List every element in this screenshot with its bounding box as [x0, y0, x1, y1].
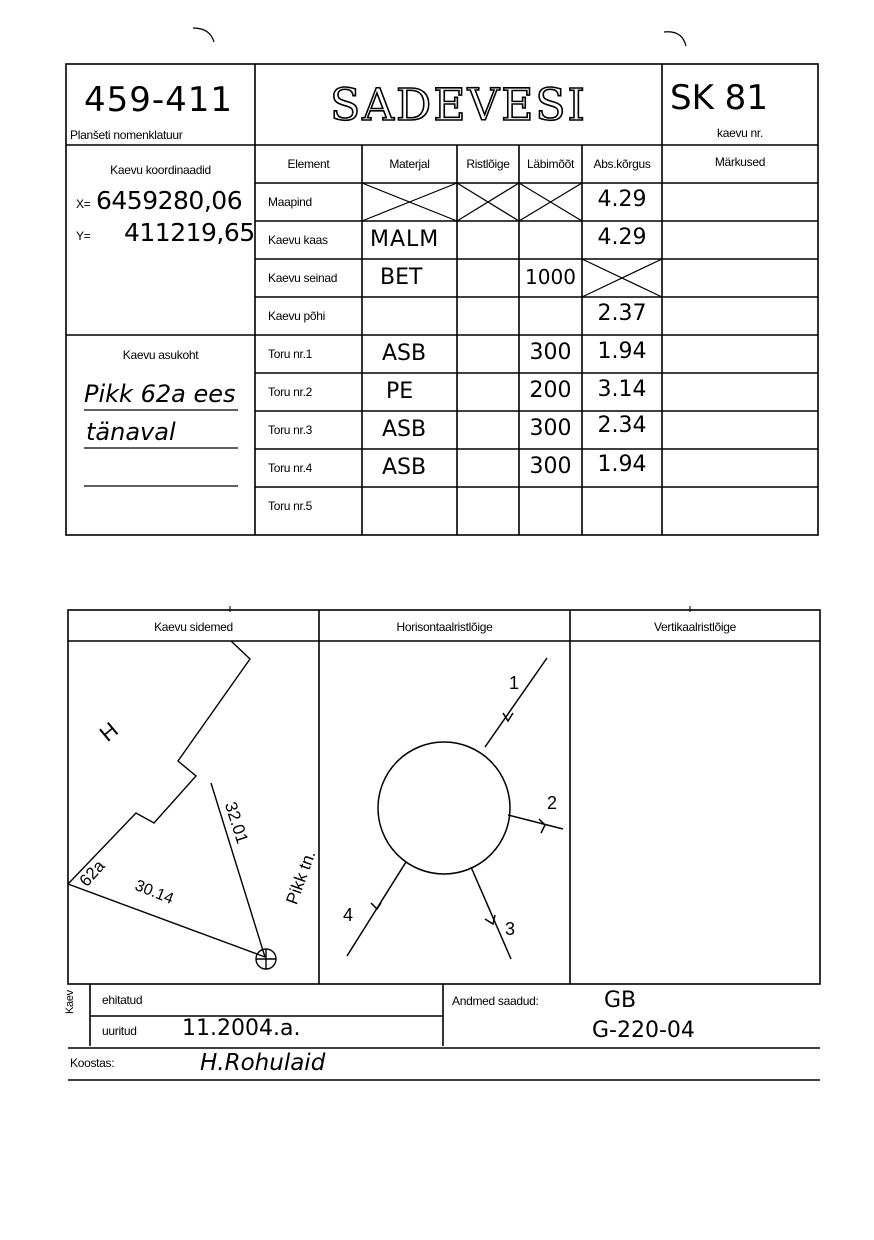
label-62a: 62a: [75, 856, 109, 891]
col-horizontal-section: Horisontaalristlõige: [396, 620, 493, 634]
page-title: SADEVESI: [330, 80, 587, 131]
compiled-label: Koostas:: [70, 1056, 115, 1070]
pipe-3: [471, 867, 511, 959]
surveyed-label: uuritud: [102, 1024, 137, 1038]
row-material: MALM: [370, 227, 440, 252]
col-diameter: Läbimõõt: [527, 157, 574, 171]
built-label: ehitatud: [102, 993, 143, 1007]
col-connections: Kaevu sidemed: [154, 620, 233, 634]
row-height: 1.94: [597, 452, 647, 477]
pipe-2: [508, 815, 563, 829]
data-value-2: G-220-04: [592, 1018, 695, 1043]
row-height: 2.34: [597, 413, 647, 438]
row-diameter: 300: [529, 416, 572, 441]
row-material: ASB: [382, 417, 427, 442]
x-label: X=: [76, 197, 91, 211]
data-label: Andmed saadud:: [452, 994, 539, 1008]
col-abs-height: Abs.kõrgus: [593, 157, 651, 171]
row-element: Toru nr.3: [268, 423, 312, 437]
pipe-label-4: 4: [343, 905, 354, 925]
row-diameter: 1000: [525, 265, 576, 289]
location-line1: Pikk 62a ees: [84, 380, 236, 408]
row-element: Toru nr.5: [268, 499, 312, 513]
pipe-label-2: 2: [547, 793, 558, 813]
col-cross-section: Ristlõige: [466, 157, 510, 171]
data-value-1: GB: [604, 988, 637, 1013]
row-material: ASB: [382, 455, 427, 480]
row-element: Toru nr.4: [268, 461, 312, 475]
x-value: 6459280,06: [96, 186, 243, 215]
label-h: H: [94, 717, 123, 747]
row-height: 2.37: [597, 301, 647, 326]
col-element: Element: [287, 157, 330, 171]
row-height: 4.29: [597, 187, 647, 212]
row-height: 1.94: [597, 339, 647, 364]
row-element: Kaevu põhi: [268, 309, 326, 323]
y-value: 411219,65: [124, 218, 255, 247]
location-label: Kaevu asukoht: [122, 348, 199, 362]
label-dist-a: 30.14: [132, 877, 176, 908]
row-element: Kaevu kaas: [268, 233, 328, 247]
row-element: Maapind: [268, 195, 312, 209]
well-number: SK 81: [670, 78, 768, 118]
row-height: 3.14: [597, 377, 647, 402]
row-diameter: 200: [529, 378, 572, 403]
side-label-text: Kaev: [64, 990, 76, 1014]
col-material: Materjal: [389, 157, 430, 171]
col-notes: Märkused: [714, 155, 766, 169]
row-element: Toru nr.2: [268, 385, 312, 399]
row-material: BET: [380, 265, 423, 290]
row-height: 4.29: [597, 225, 647, 250]
sheet-label: Planšeti nomenklatuur: [70, 128, 183, 142]
y-label: Y=: [76, 229, 91, 243]
col-vertical-section: Vertikaalristlõige: [654, 620, 736, 634]
row-material: ASB: [382, 341, 427, 366]
row-material: PE: [386, 379, 414, 404]
location-line2: tänaval: [86, 418, 176, 446]
row-element: Toru nr.1: [268, 347, 312, 361]
pipe-1: [485, 658, 547, 747]
pipe-label-1: 1: [509, 673, 520, 693]
surveyed-value: 11.2004.a.: [182, 1016, 301, 1041]
row-element: Kaevu seinad: [268, 271, 338, 285]
sheet-number: 459-411: [84, 80, 234, 120]
label-street: Pikk tn.: [282, 847, 319, 907]
coordinates-label: Kaevu koordinaadid: [110, 163, 211, 177]
side-label: [64, 990, 76, 1014]
well-label: kaevu nr.: [717, 126, 763, 140]
pipe-label-3: 3: [505, 919, 516, 939]
connections-sketch: [68, 641, 319, 984]
row-diameter: 300: [529, 340, 572, 365]
compiled-value: H.Rohulaid: [200, 1050, 326, 1076]
well-circle: [378, 742, 510, 874]
label-dist-b: 32.01: [220, 799, 252, 846]
row-diameter: 300: [529, 454, 572, 479]
horizontal-section-sketch: [319, 641, 570, 984]
